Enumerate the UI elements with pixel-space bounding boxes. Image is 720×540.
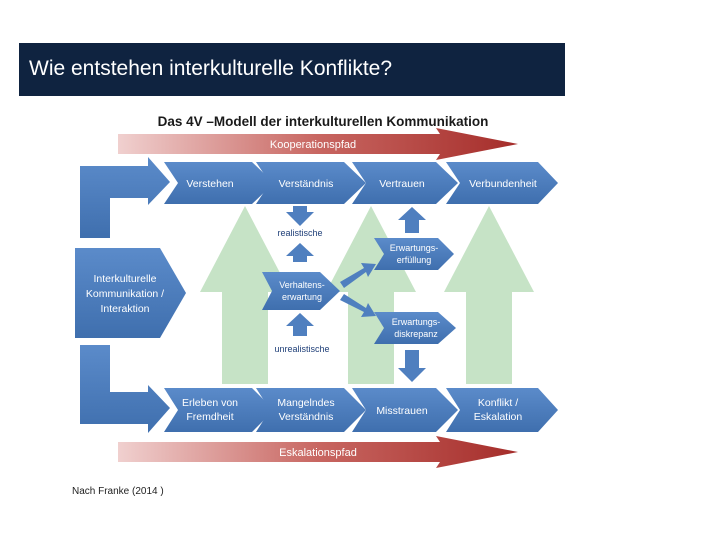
bottom-chevron-1 [164, 388, 274, 432]
upper-l-arrow [80, 157, 170, 238]
top-label-verbundenheit: Verbundenheit [469, 178, 537, 190]
bottom-row [164, 388, 558, 432]
slide-title: Wie entstehen interkulturelle Konflikte? [29, 57, 393, 80]
cooperation-path-arrow [118, 128, 518, 160]
green-up-arrow-2 [326, 206, 416, 384]
top-label-verstehen: Verstehen [186, 178, 234, 190]
bottom-label-1b: Fremdheit [186, 411, 234, 423]
bottom-chevron-4 [446, 388, 558, 432]
down-arrow-realistic [286, 206, 314, 226]
citation: Nach Franke (2014 ) [72, 486, 164, 497]
lower-l-arrow [80, 345, 170, 433]
unrealistic-label: unrealistische [274, 344, 330, 354]
escalation-path-arrow [118, 436, 518, 468]
fulfillment-line-1: Erwartungs- [389, 243, 439, 253]
fulfillment-line-2: erfüllung [396, 255, 432, 265]
escalation-path-label: Eskalationspfad [279, 447, 357, 459]
bottom-label-2b: Verständnis [278, 411, 334, 423]
expectation-line-1: Verhaltens- [279, 280, 325, 290]
discrepancy-line-2: diskrepanz [394, 329, 438, 339]
expectation-line-2: erwartung [281, 292, 323, 302]
center-node-line-3: Interaktion [100, 303, 150, 315]
bottom-label-1a: Erleben von [181, 397, 239, 409]
center-node-line-1: Interkulturelle [93, 273, 157, 285]
discrepancy-line-1: Erwartungs- [391, 317, 441, 327]
center-node-line-2: Kommunikation / [85, 288, 165, 300]
bottom-label-2a: Mangelndes [277, 397, 335, 409]
top-row [164, 162, 558, 204]
bottom-label-4b: Eskalation [473, 411, 523, 423]
green-up-arrows [200, 206, 534, 384]
expectation-chevron [262, 272, 340, 310]
cooperation-path-label: Kooperationspfad [269, 139, 357, 151]
down-arrow-to-mistrust [398, 350, 426, 382]
bottom-label-3: Misstrauen [376, 405, 428, 417]
up-arrow-unrealistic [286, 313, 314, 336]
diagram-title: Das 4V –Modell der interkulturellen Kommunikation [157, 114, 489, 129]
top-label-verstaendnis: Verständnis [278, 178, 334, 190]
center-node [75, 248, 186, 338]
top-label-vertrauen: Vertrauen [379, 178, 425, 190]
bottom-chevron-2 [256, 388, 366, 432]
up-arrow-to-expectation [286, 243, 314, 262]
up-arrow-to-trust [398, 207, 426, 233]
green-up-arrow-3 [444, 206, 534, 384]
bottom-label-4a: Konflikt / [477, 397, 519, 409]
realistic-label: realistische [277, 228, 323, 238]
